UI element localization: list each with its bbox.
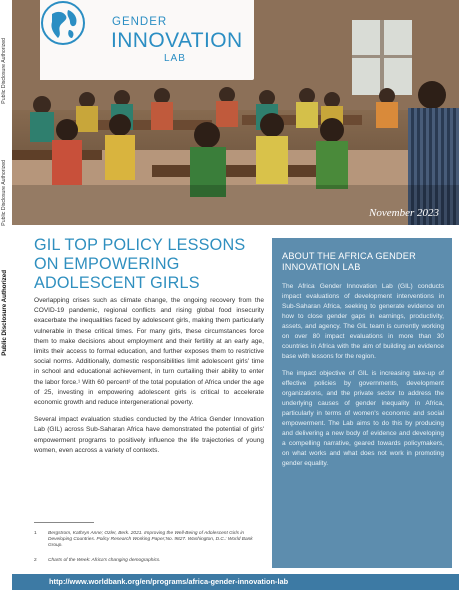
footnote-1-number: 1 <box>34 531 37 536</box>
disclosure-strip <box>0 0 12 590</box>
main-body <box>34 296 264 463</box>
about-gil-sidebar <box>272 238 452 568</box>
footnote-divider <box>34 522 94 523</box>
page-title: GIL TOP POLICY LESSONS ON EMPOWERING ADOLESCENT GIRLS <box>34 236 246 292</box>
disclosure-label-middle: Public Disclosure Authorized <box>1 160 7 226</box>
logo-text-gender: GENDER <box>112 16 168 28</box>
sidebar-body <box>282 282 444 476</box>
disclosure-label-bottom: Public Disclosure Authorized <box>1 270 8 356</box>
logo-text-innovation: INNOVATION <box>111 29 243 52</box>
footnote-1-text: Bergstrom, Kathryn Anne; Ozler, Berk. 2021. Improving the Well-Being of Adolescent Girls in Developing Countries. Policy Research Working Paper;No. 9827. Washington, D.C.: World Bank Group. <box>48 531 253 549</box>
body-paragraph-1: Overlapping crises such as climate change, the ongoing recovery from the COVID-19 pandemic, regional conflicts and rising global food insecurity exacerbate the inequalities faced by adolescent girls, making them particularly vulnerable in these critical times. For many girls, these circumstances force them to make decisions about employment and their fertility at an early age, limits their access to formal education, and further exposes them to restrictive social norms. Additionally, domestic responsibilities limit adolescent girls' time in school and educational achievement, in turn curtailing their ability to enter the labor force.¹ With 60 percent² of the total population of Africa under the age of 25, investing in empowering adolescent girls is critical to accelerate economic growth and reduce intergenerational poverty. <box>34 297 264 407</box>
logo-text-lab: LAB <box>164 53 186 64</box>
footnote-2-number: 2 <box>34 558 37 563</box>
body-paragraph-2: Several impact evaluation studies conducted by the Africa Gender Innovation Lab (GIL) across Sub-Saharan Africa have demonstrated the potential of girls' empowerment programs to positively influence the life trajectories of young women, even accross a variety of contexts. <box>34 416 264 454</box>
sidebar-paragraph-1: The Africa Gender Innovation Lab (GIL) conducts impact evaluations of development interventions in Sub-Saharan Africa, seeking to generate evidence on how to close gender gaps in earnings, productivity, assets, and agency. The GIL team is currently working on over 80 impact evaluations in more than 30 countries in Africa with the aim of building an evidence base with lessons for the region. <box>282 283 444 360</box>
sidebar-paragraph-2: The impact objective of GIL is increasing take-up of effective policies by governments, development organizations, and the private sector to address the underlying causes of gender inequality in Africa, particularly in terms of women's economic and social empowerment. The Lab aims to do this by producing and delivering a new body of evidence and developing a compelling narrative, geared towards policymakers, on what works and what does not work in promoting gender equality. <box>282 370 444 467</box>
classroom-photo <box>12 0 459 225</box>
sidebar-title: ABOUT THE AFRICA GENDER INNOVATION LAB <box>282 251 416 272</box>
globe-icon <box>40 0 86 46</box>
gender-innovation-lab-logo <box>40 0 254 80</box>
footer-bar <box>12 574 459 590</box>
publication-date: November 2023 <box>369 207 439 219</box>
footer-link[interactable]: http://www.worldbank.org/en/programs/africa-gender-innovation-lab <box>49 577 289 586</box>
footnote-2-text: Charts of the Week: Africa's changing demographics. <box>48 558 161 563</box>
disclosure-label-top: Public Disclosure Authorized <box>1 38 7 104</box>
